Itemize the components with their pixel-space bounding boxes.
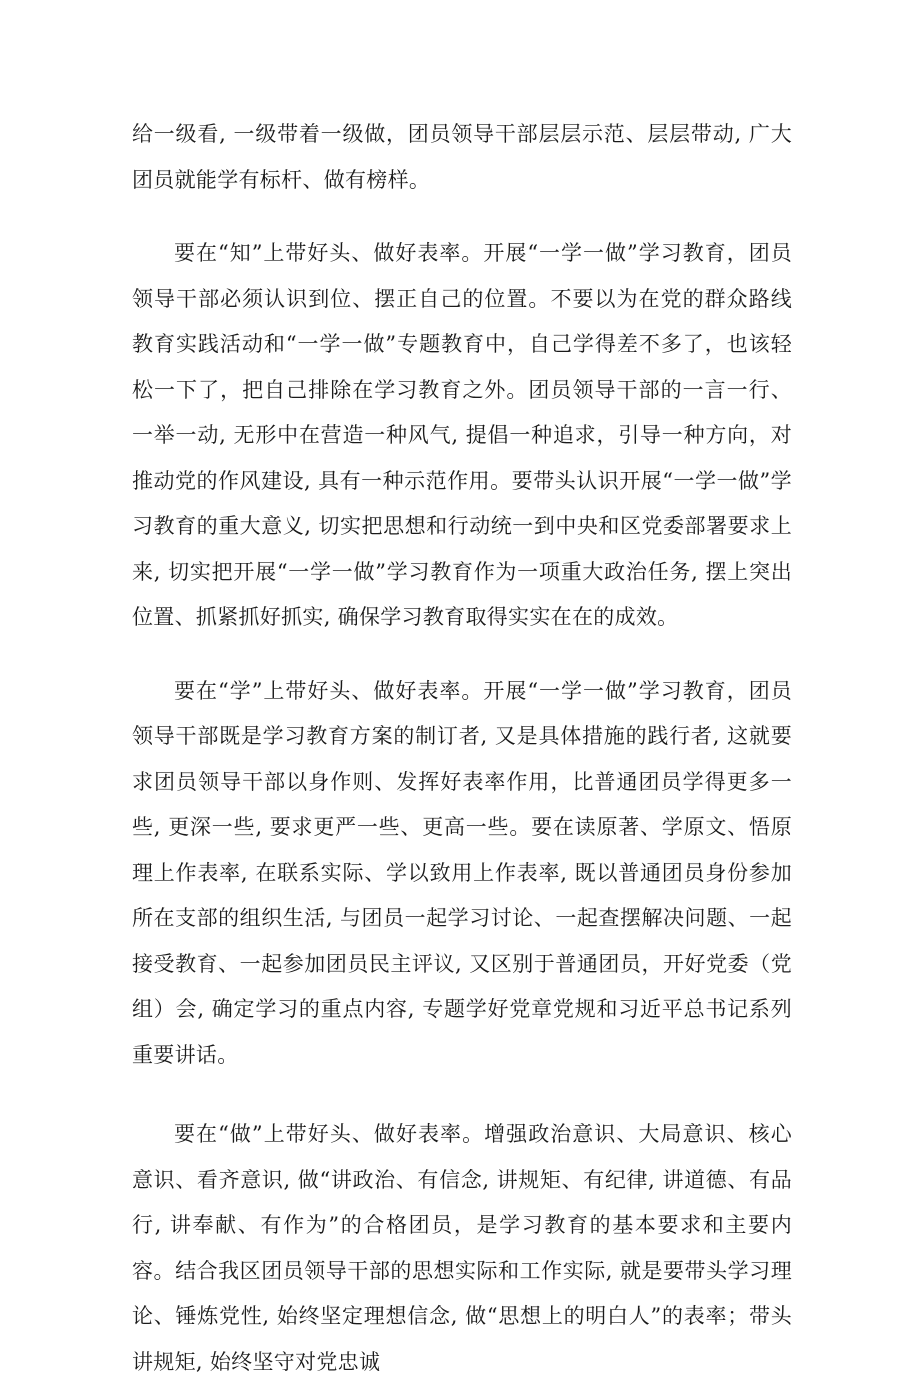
document-body <box>132 112 792 1385</box>
paragraph-action: 要在“做”上带好头、做好表率。增强政治意识、大局意识、核心意识、看齐意识, 做“讲政治、有信念, 讲规矩、有纪律, 讲道德、有品行, 讲奉献、有作为”的合格团员，是学习教育的基本要求和主要内容。结合我区团员领导干部的思想实际和工作实际, 就是要带头学习理论、锤炼党性, 始终坚定理想信念, 做“思想上的明白人”的表率；带头讲规矩, 始终坚守对党忠诚 <box>132 1122 792 1374</box>
paragraph-knowledge: 要在“知”上带好头、做好表率。开展“一学一做”学习教育，团员领导干部必须认识到位、摆正自己的位置。不要以为在党的群众路线教育实践活动和“一学一做”专题教育中，自己学得差不多了，也该轻松一下了，把自己排除在学习教育之外。团员领导干部的一言一行、一举一动, 无形中在营造一种风气, 提倡一种追求，引导一种方向，对推动党的作风建设, 具有一种示范作用。要带头认识开展“一学一做”学习教育的重大意义, 切实把思想和行动统一到中央和区党委部署要求上来, 切实把开展“一学一做”学习教育作为一项重大政治任务, 摆上突出位置、抓紧抓好抓实, 确保学习教育取得实实在在的成效。 <box>132 241 792 629</box>
paragraph-study: 要在“学”上带好头、做好表率。开展“一学一做”学习教育，团员领导干部既是学习教育方案的制订者, 又是具体措施的践行者, 这就要求团员领导干部以身作则、发挥好表率作用，比普通团员学得更多一些, 更深一些, 要求更严一些、更高一些。要在读原著、学原文、悟原理上作表率, 在联系实际、学以致用上作表率, 既以普通团员身份参加所在支部的组织生活, 与团员一起学习讨论、一起查摆解决问题、一起接受教育、一起参加团员民主评议, 又区别于普通团员，开好党委（党组）会, 确定学习的重点内容, 专题学好党章党规和习近平总书记系列重要讲话。 <box>132 678 792 1067</box>
paragraph-continuation: 给一级看, 一级带着一级做，团员领导干部层层示范、层层带动, 广大团员就能学有标杆、做有榜样。 <box>132 122 792 192</box>
